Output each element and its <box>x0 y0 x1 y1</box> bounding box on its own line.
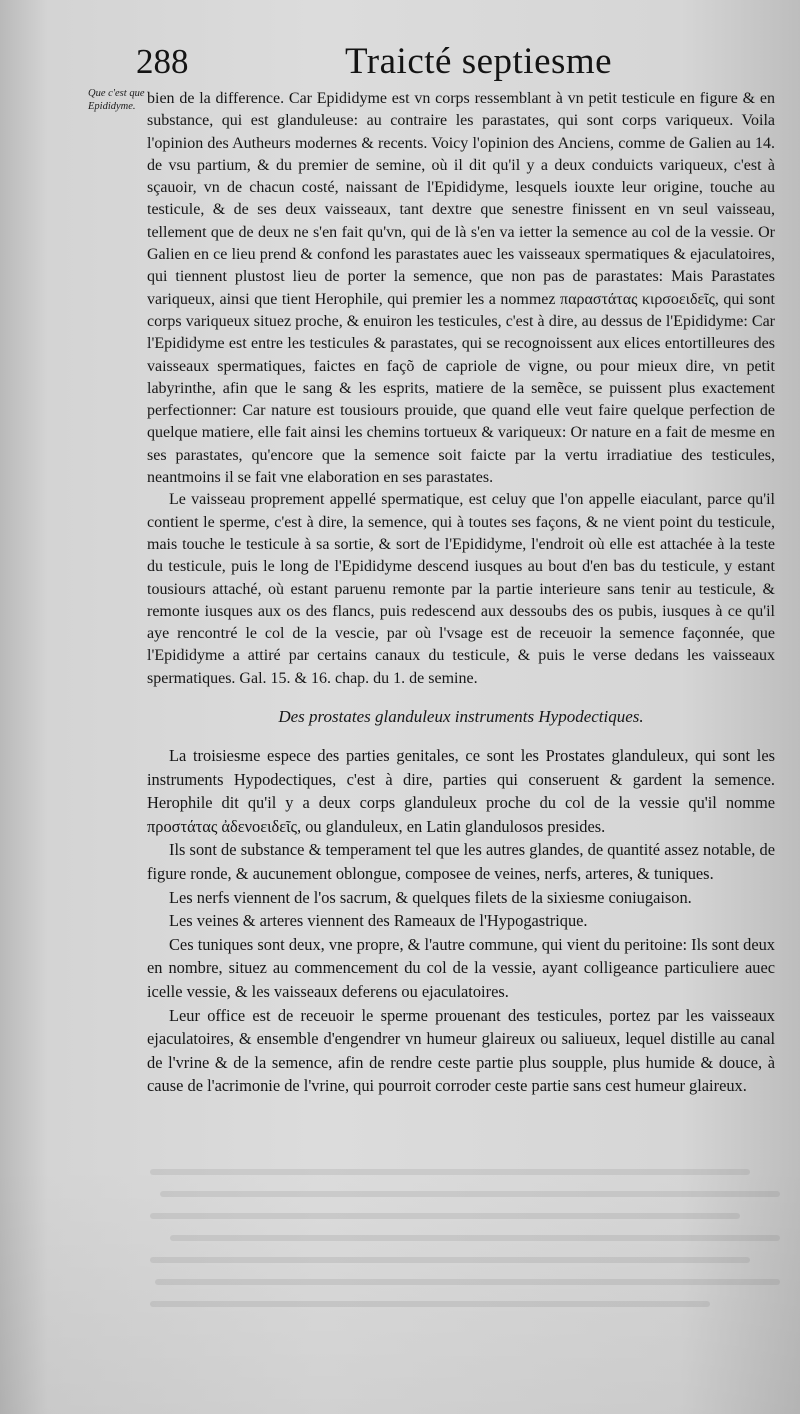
show-through-texture <box>150 1165 790 1325</box>
margin-note: Que c'est que Epididyme. <box>88 88 145 112</box>
paragraph-epididyme: bien de la difference. Car Epididyme est vn corps ressemblant à vn petit testicule en figure & en substance, qui est glanduleuse: au contraire les parastates, qui sont corps variqueux. Voila l'opinion des Autheurs modernes & recents. Voicy l'opinion des Anciens, comme de Galien au 14. de vsu partium, & du premier de semine, où il dit qu'il y a deux conduicts variqueux, c'est à sçauoir, vn de chacun costé, naissant de l'Epididyme, lesquels iouxte leur origine, touche au testicule, & de ses deux vaisseaux, tant dextre que senestre finissent en vn seul vaisseau, tellement que de deux ne s'en fait qu'vn, qui de là s'en va ietter la semence au col de la vessie. Or Galien en ce lieu prend & confond les parastates auec les vaisseaux spermatiques & ejaculatoires, qui tiennent plustost lieu de porter la semence, que non pas de parastates: Mais Parastates variqueux, ainsi que tient Herophile, qui premier les a nommez παραστάτας κιρσοειδεῖς, qui sont corps variqueux situez proche, & enuiron les testicules, c'est à dire, au dessus de l'Epididyme: Car l'Epididyme est entre les testicules & parastates, qui se recognoissent aux elices entortilleures des vaisseaux spermatiques, faictes en façõ de capriole de vigne, ou pour mieux dire, vn petit labyrinthe, afin que le sang & les esprits, matiere de la semẽce, se puissent plus exactement perfectionner: Car nature est tousiours prouide, que quand elle veut faire quelque perfection de quelque matiere, elle fait ainsi les chemins tortueux & variqueux: Or nature en a fait de mesme en ses parastates, qu'encore que la semence soit faicte par la vertu irradiatiue des testicules, neantmoins il se fait vne elaboration en ses parastates. <box>147 90 775 487</box>
paragraph-nerfs: Les nerfs viennent de l'os sacrum, & quelques filets de la sixiesme coniugaison. <box>169 887 692 907</box>
paragraph-prostates-intro: La troisiesme espece des parties genitales, ce sont les Prostates glanduleux, qui sont les instruments Hypodectiques, c'est à dire, parties qui conseruent & gardent la semence. Herophile dit qu'il y a deux corps glanduleux proche du col de la vessie qu'il nomme προστάτας ἀδενοειδεῖς, ou glanduleux, en Latin glandulosos presides. <box>147 746 775 836</box>
running-title: Traicté septiesme <box>345 41 613 82</box>
paragraph-veines: Les veines & arteres viennent des Rameaux de l'Hypogastrique. <box>169 911 588 931</box>
page-number: 288 <box>136 42 189 81</box>
section-prostates <box>147 744 775 1098</box>
main-text <box>147 88 775 1098</box>
paragraph-vaisseau-spermatique: Le vaisseau proprement appellé spermatique, est celuy que l'on appelle eiaculant, parce qu'il contient le sperme, c'est à dire, la semence, qui à toutes ses façons, & ne vient point du testicule, mais touche le testicule à sa sortie, & sort de l'Epididyme, l'endroit où elle est attachée à la teste du testicule, puis le long de l'Epididyme descend iusques au bout d'en bas du testicule, y estant tousiours attaché, où estant paruenu remonte par la partie interieure sans tenir au testicule, & remonte iusques aux os des flancs, puis redescend aux dessoubs des os pubis, iusques à ce qu'il aye rencontré le col de la vescie, par où l'vsage est de receuoir la semence façonnée, que l'Epididyme a attiré par certains canaux du testicule, & puis le verse dedans les vaisseaux spermatiques. Gal. 15. & 16. chap. du 1. de semine. <box>147 491 775 687</box>
paragraph-substance: Ils sont de substance & temperament tel que les autres glandes, de quantité assez notable, de figure ronde, & aucunement oblongue, composee de veines, nerfs, arteres, & tuniques. <box>147 840 775 883</box>
paragraph-office: Leur office est de receuoir le sperme prouenant des testicules, portez par les vaisseaux ejaculatoires, & ensemble d'engendrer vn humeur glaireux ou saliueux, lequel distille au canal de l'vrine & de la semence, afin de rendre ceste partie plus soupple, plus humide & douce, à cause de l'acrimonie de l'vrine, qui pourroit corroder ceste partie sans cest humeur glaireux. <box>147 1005 775 1096</box>
page-header <box>0 36 800 86</box>
paragraph-tuniques: Ces tuniques sont deux, vne propre, & l'autre commune, qui vient du peritoine: Ils sont deux en nombre, situez au commencement du col de la vessie, ayant colligeance particuliere auec icelle vessie, & les vaisseaux deferens ou ejaculatoires. <box>147 934 775 1001</box>
section-heading: Des prostates glanduleux instruments Hypodectiques. <box>278 707 644 727</box>
